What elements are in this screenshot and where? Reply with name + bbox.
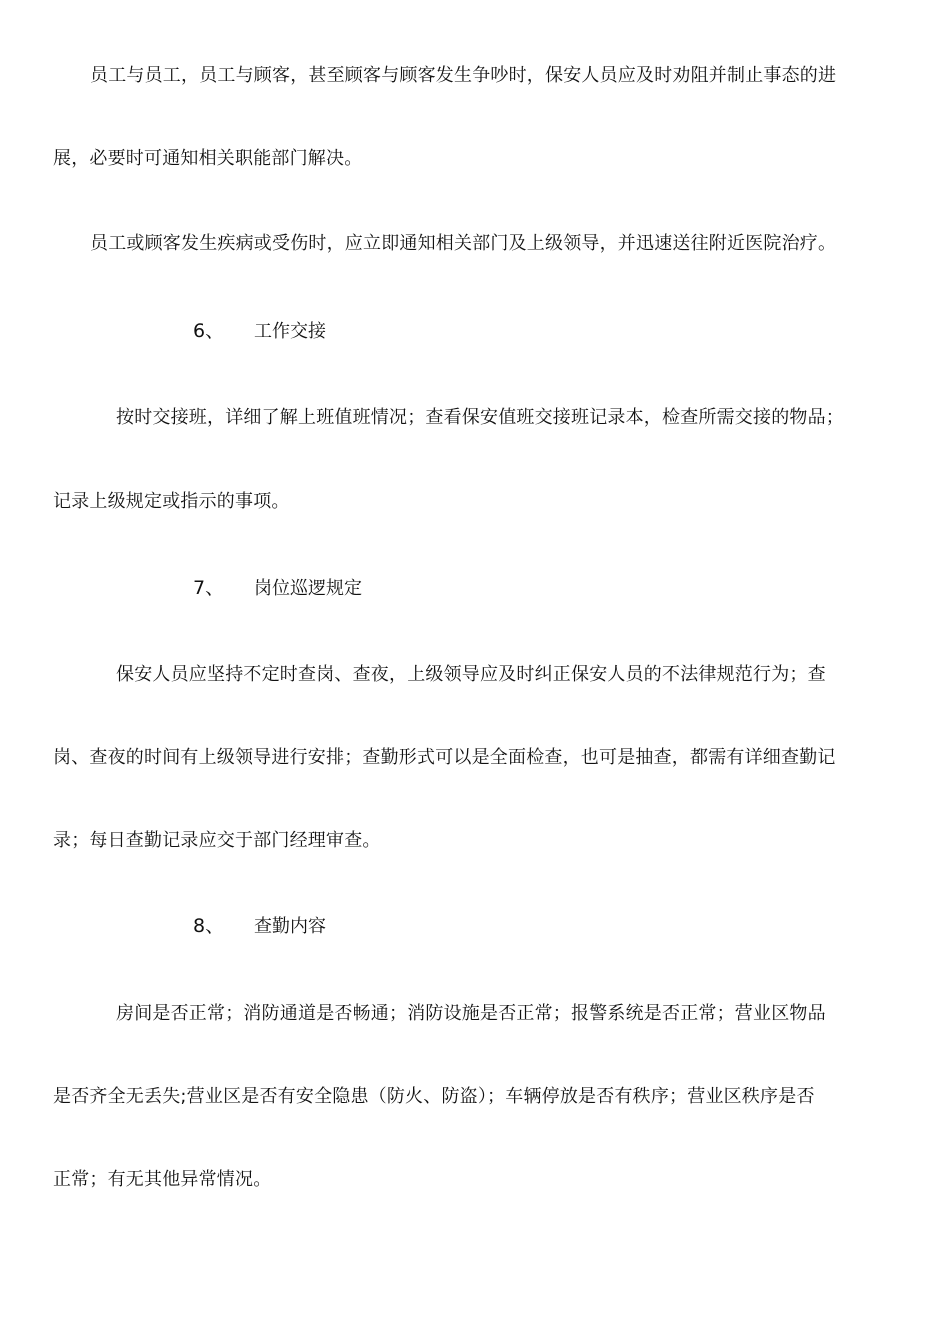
patrol-paragraph-line-1: 保安人员应坚持不定时查岗、查夜，上级领导应及时纠正保安人员的不法律规范行为；查 (116, 664, 826, 685)
patrol-paragraph-line-3: 录；每日查勤记录应交于部门经理审查。 (53, 830, 381, 851)
dispute-paragraph-line-2: 展，必要时可通知相关职能部门解决。 (53, 148, 363, 169)
handover-paragraph-line-2: 记录上级规定或指示的事项。 (53, 491, 290, 512)
inspection-paragraph-line-3: 正常；有无其他异常情况。 (53, 1169, 272, 1190)
section-6-number: 6、 (193, 320, 225, 342)
section-6-title: 工作交接 (254, 321, 326, 342)
illness-paragraph-line-1: 员工或顾客发生疾病或受伤时，应立即通知相关部门及上级领导，并迅速送往附近医院治疗。 (90, 233, 837, 254)
dispute-paragraph-line-1: 员工与员工，员工与顾客，甚至顾客与顾客发生争吵时，保安人员应及时劝阻并制止事态的进 (90, 65, 837, 86)
inspection-paragraph-line-1: 房间是否正常；消防通道是否畅通；消防设施是否正常；报警系统是否正常；营业区物品 (116, 1003, 826, 1024)
section-7-number: 7、 (193, 577, 225, 599)
section-8-title: 查勤内容 (254, 916, 326, 937)
section-7-title: 岗位巡逻规定 (254, 578, 362, 599)
section-8-number: 8、 (193, 915, 225, 937)
handover-paragraph-line-1: 按时交接班，详细了解上班值班情况；查看保安值班交接班记录本，检查所需交接的物品； (116, 407, 844, 428)
inspection-paragraph-line-2: 是否齐全无丢失;营业区是否有安全隐患（防火、防盗）；车辆停放是否有秩序；营业区秩序是否 (53, 1086, 815, 1107)
patrol-paragraph-line-2: 岗、查夜的时间有上级领导进行安排；查勤形式可以是全面检查，也可是抽查，都需有详细查勤记 (53, 747, 836, 768)
